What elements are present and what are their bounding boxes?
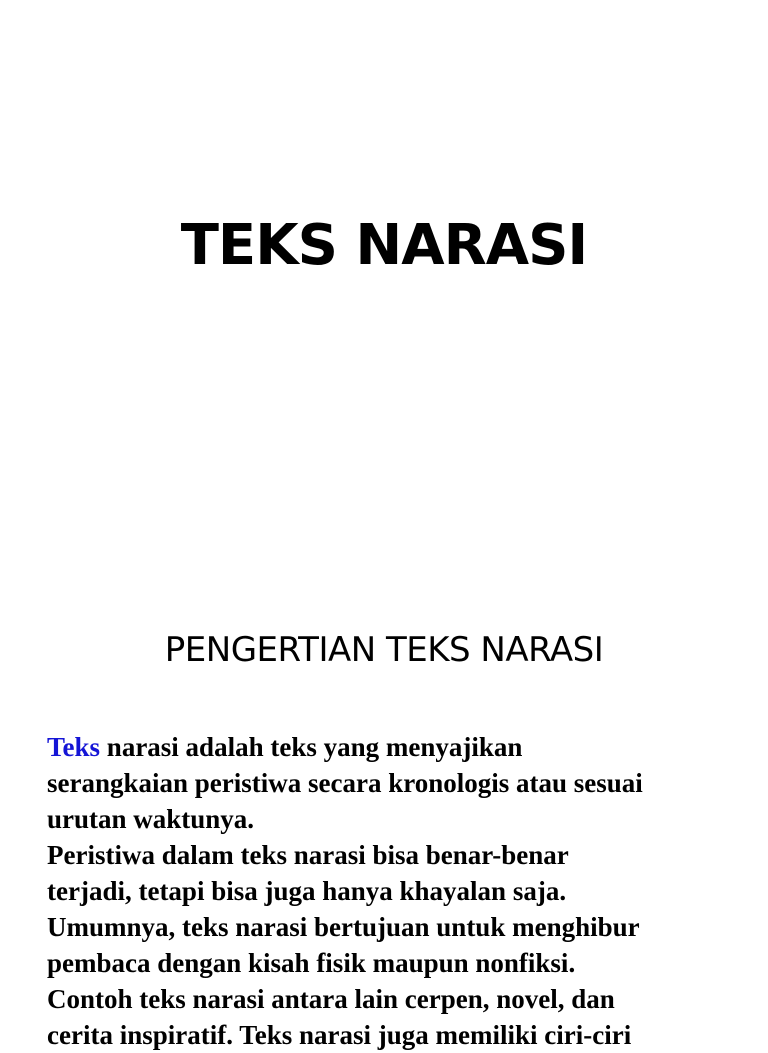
body-paragraph [47, 729, 727, 1053]
body-line-text: cerita inspiratif. Teks narasi juga memiliki ciri-ciri [47, 1020, 632, 1050]
body-line [47, 837, 727, 873]
body-line [47, 1017, 727, 1053]
body-line [47, 909, 727, 945]
body-line [47, 729, 727, 765]
body-line [47, 981, 727, 1017]
body-line-text: Contoh teks narasi antara lain cerpen, novel, dan [47, 984, 615, 1014]
body-line-text: terjadi, tetapi bisa juga hanya khayalan saja. [47, 876, 567, 906]
body-line [47, 801, 727, 837]
body-line-text: urutan waktunya. [47, 804, 255, 834]
highlighted-word: Teks [47, 732, 101, 762]
body-line-text: Peristiwa dalam teks narasi bisa benar-benar [47, 840, 569, 870]
body-line-text: serangkaian peristiwa secara kronologis atau sesuai [47, 768, 643, 798]
body-line [47, 765, 727, 801]
body-line [47, 873, 727, 909]
section-title: PENGERTIAN TEKS NARASI [164, 630, 604, 670]
body-line-text: narasi adalah teks yang menyajikan [100, 732, 523, 762]
slide-title: TEKS NARASI [180, 213, 588, 278]
body-line [47, 945, 727, 981]
body-line-text: pembaca dengan kisah fisik maupun nonfiksi. [47, 948, 576, 978]
body-line-text: Umumnya, teks narasi bertujuan untuk menghibur [47, 912, 640, 942]
